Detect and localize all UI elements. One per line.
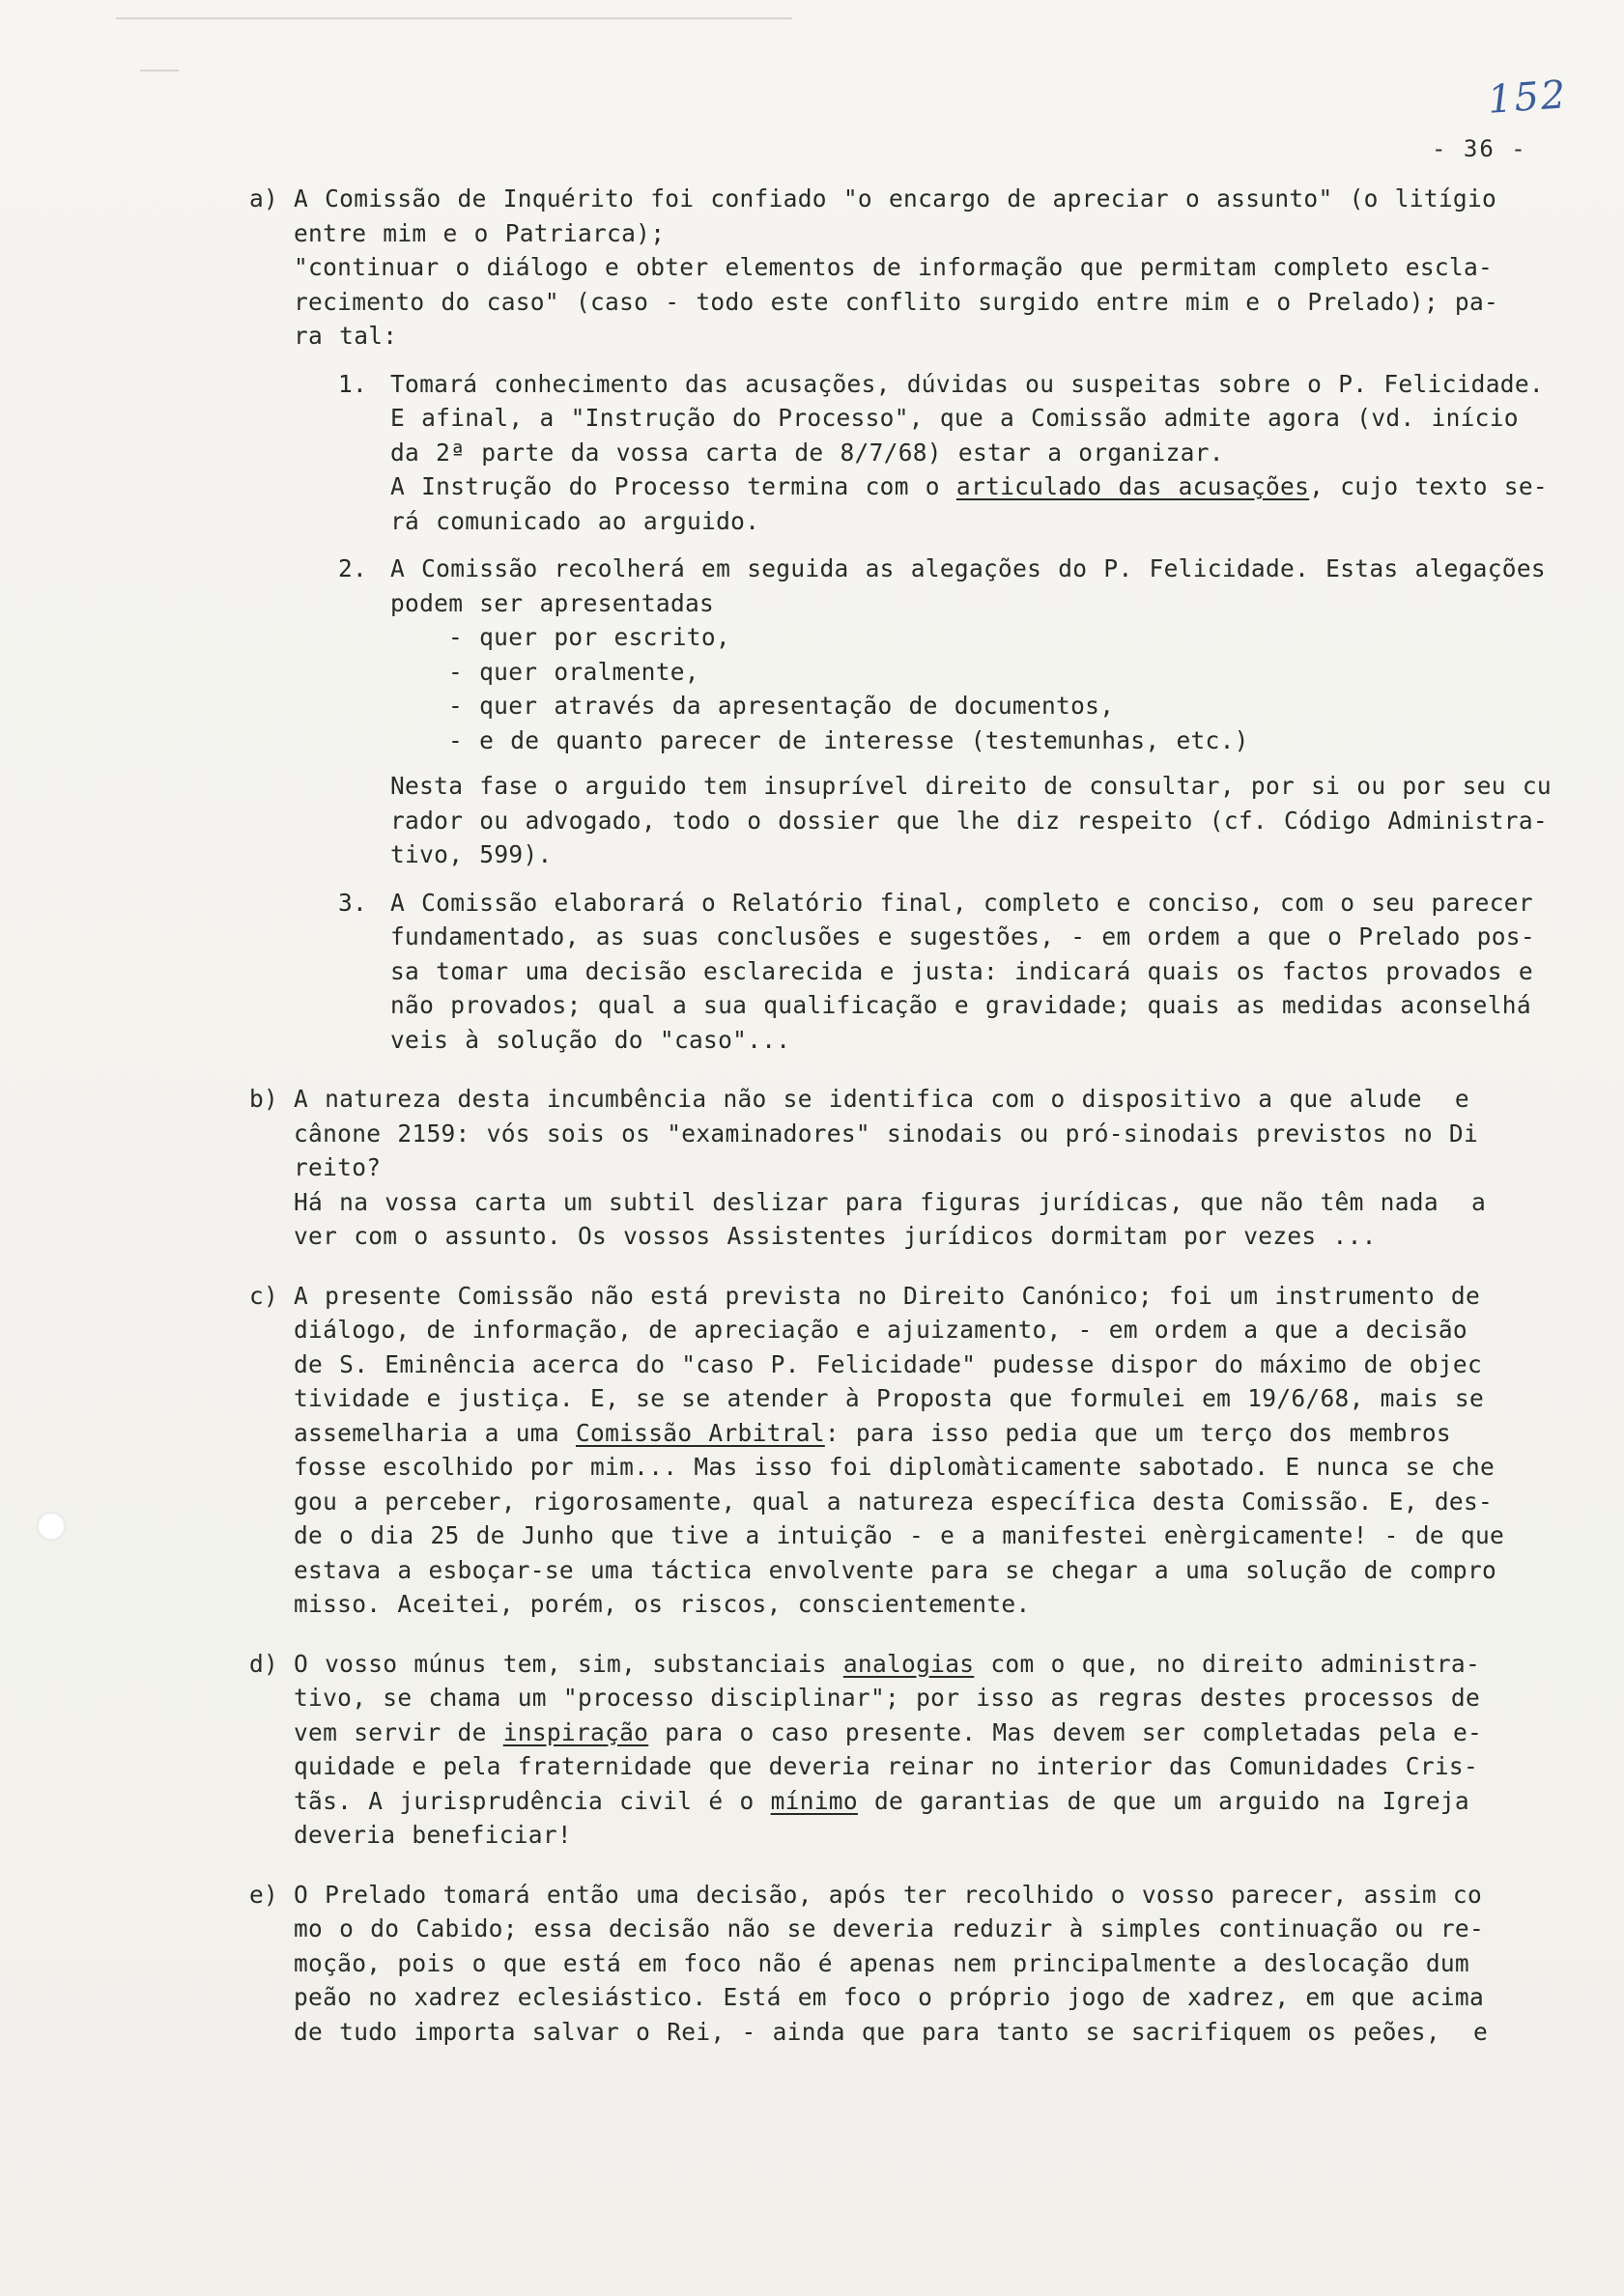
section-e: [249, 1878, 1534, 2050]
scan-smudge: [140, 70, 179, 71]
item-2: [294, 552, 1552, 872]
text-segment: de garantias de que um arguido na Igreja: [857, 1786, 1469, 1815]
text-line: sa tomar uma decisão esclarecida e justa: indicará quais os factos provados e: [390, 956, 1533, 985]
text-line: veis à solução do "caso"...: [390, 1025, 791, 1054]
section-marker: b): [249, 1085, 279, 1113]
text-line: [294, 1416, 1534, 1451]
text-line: estava a esboçar-se uma táctica envolvente para se chegar a uma solução de compro: [294, 1555, 1497, 1584]
text-line: Há na vossa carta um subtil deslizar para figuras jurídicas, que não têm nada a: [294, 1187, 1487, 1216]
underlined-text: articulado das acusações: [955, 472, 1310, 500]
text-line: podem ser apresentadas: [390, 588, 715, 617]
item-1: [294, 367, 1548, 539]
dash-item: - quer por escrito,: [448, 623, 730, 651]
text-segment: tãs. A jurisprudência civil é o: [294, 1786, 771, 1815]
text-line: entre mim e o Patriarca);: [294, 218, 666, 247]
section-marker: d): [249, 1649, 279, 1678]
text-line: tividade e justiça. E, se se atender à Proposta que formulei em 19/6/68, mais se: [294, 1384, 1485, 1412]
text-line: de S. Eminência acerca do "caso P. Felicidade" pudesse dispor do máximo de objec: [294, 1349, 1483, 1378]
text-line: O Prelado tomará então uma decisão, após ter recolhido o vosso parecer, assim co: [294, 1880, 1483, 1909]
text-line: rador ou advogado, todo o dossier que lhe diz respeito (cf. Código Administra-: [390, 806, 1548, 835]
text-line: E afinal, a "Instrução do Processo", que a Comissão admite agora (vd. início: [390, 404, 1519, 432]
text-line: A presente Comissão não está prevista no Direito Canónico; foi um instrumento de: [294, 1281, 1481, 1310]
text-line: deveria beneficiar!: [294, 1821, 572, 1849]
section-marker: e): [249, 1880, 279, 1909]
text-line: recimento do caso" (caso - todo este conflito surgido entre mim e o Prelado); pa-: [294, 287, 1499, 316]
document-body: [249, 182, 1552, 2064]
text-segment: : para isso pedia que um terço dos membros: [824, 1418, 1451, 1447]
underlined-text: mínimo: [770, 1786, 858, 1815]
text-line: não provados; qual a sua qualificação e gravidade; quais as medidas aconselhá: [390, 991, 1531, 1019]
underlined-text: analogias: [842, 1649, 975, 1678]
text-line: [294, 1715, 1534, 1750]
underlined-text: Comissão Arbitral: [575, 1418, 825, 1447]
text-line: misso. Aceitei, porém, os riscos, conscientemente.: [294, 1590, 1031, 1618]
typed-page-number: - 36 -: [1432, 135, 1527, 162]
section-marker: a): [249, 184, 279, 213]
handwritten-page-number: 152: [1486, 72, 1569, 123]
text-line: peão no xadrez eclesiástico. Está em foco o próprio jogo de xadrez, em que acima: [294, 1983, 1485, 2011]
text-segment: para o caso presente. Mas devem ser completadas pela e-: [648, 1717, 1483, 1746]
text-line: fosse escolhido por mim... Mas isso foi diplomàticamente sabotado. E nunca se che: [294, 1453, 1496, 1481]
text-line: de tudo importa salvar o Rei, - ainda que para tanto se sacrifiquem os peões, e: [294, 2017, 1489, 2046]
section-a: [249, 182, 1552, 1057]
text-line: Nesta fase o arguido tem insuprível direito de consultar, por si ou por seu cu: [390, 772, 1552, 800]
item-number: 1.: [338, 369, 368, 398]
text-segment: vem servir de: [294, 1717, 503, 1746]
text-line: quidade e pela fraternidade que deveria reinar no interior das Comunidades Cris-: [294, 1752, 1479, 1780]
item-number: 3.: [338, 888, 368, 917]
text-line: tivo, se chama um "processo disciplinar"; por isso as regras destes processos de: [294, 1684, 1481, 1712]
section-c: [249, 1279, 1534, 1622]
text-line: fundamentado, as suas conclusões e sugestões, - em ordem a que o Prelado pos-: [390, 922, 1535, 950]
item-3: [294, 886, 1534, 1058]
text-line: rá comunicado ao arguido.: [390, 506, 760, 535]
section-marker: c): [249, 1281, 279, 1310]
text-segment: , cujo texto se-: [1309, 472, 1548, 500]
dash-item: - quer oralmente,: [448, 657, 699, 686]
text-line: Tomará conhecimento das acusações, dúvidas ou suspeitas sobre o P. Felicidade.: [390, 369, 1544, 398]
text-line: [294, 1647, 1534, 1682]
text-segment: assemelharia a uma: [294, 1418, 576, 1447]
text-line: A Comissão recolherá em seguida as alegações do P. Felicidade. Estas alegações: [390, 554, 1546, 582]
text-line: "continuar o diálogo e obter elementos de informação que permitam completo escla-: [294, 253, 1494, 281]
dash-item: - quer através da apresentação de documentos,: [448, 692, 1115, 720]
text-line: A natureza desta incumbência não se identifica com o dispositivo a que alude e: [294, 1085, 1469, 1113]
text-line: cânone 2159: vós sois os "examinadores" sinodais ou pró-sinodais previstos no Di: [294, 1119, 1479, 1148]
text-line: reito?: [294, 1153, 382, 1181]
section-d: [249, 1647, 1534, 1853]
text-segment: com o que, no direito administra-: [974, 1649, 1481, 1678]
text-line: diálogo, de informação, de apreciação e ajuizamento, - em ordem a que a decisão: [294, 1316, 1467, 1344]
text-segment: O vosso múnus tem, sim, substanciais: [294, 1649, 843, 1678]
scan-smudge: [116, 17, 792, 19]
text-line: A Comissão de Inquérito foi confiado "o encargo de apreciar o assunto" (o litígio: [294, 184, 1497, 213]
text-line: ra tal:: [294, 322, 398, 350]
text-line: mo o do Cabido; essa decisão não se deveria reduzir à simples continuação ou re-: [294, 1914, 1485, 1942]
text-segment: A Instrução do Processo termina com o: [390, 472, 956, 500]
text-line: [390, 469, 1548, 504]
text-line: de o dia 25 de Junho que tive a intuição - e a manifestei enèrgicamente! - de que: [294, 1521, 1505, 1549]
underlined-text: inspiração: [502, 1717, 649, 1746]
text-line: [294, 1784, 1534, 1819]
dash-item: - e de quanto parecer de interesse (testemunhas, etc.): [448, 725, 1249, 754]
punch-hole: [37, 1512, 66, 1541]
text-line: moção, pois o que está em foco não é apenas nem principalmente a deslocação dum: [294, 1948, 1469, 1977]
item-number: 2.: [338, 554, 368, 582]
text-line: ver com o assunto. Os vossos Assistentes jurídicos dormitam por vezes ...: [294, 1222, 1377, 1250]
section-b: [249, 1082, 1534, 1254]
text-line: gou a perceber, rigorosamente, qual a natureza específica desta Comissão. E, des-: [294, 1487, 1494, 1516]
text-line: da 2ª parte da vossa carta de 8/7/68) estar a organizar.: [390, 438, 1224, 467]
text-line: A Comissão elaborará o Relatório final, completo e conciso, com o seu parecer: [390, 888, 1533, 917]
text-line: tivo, 599).: [390, 840, 553, 868]
